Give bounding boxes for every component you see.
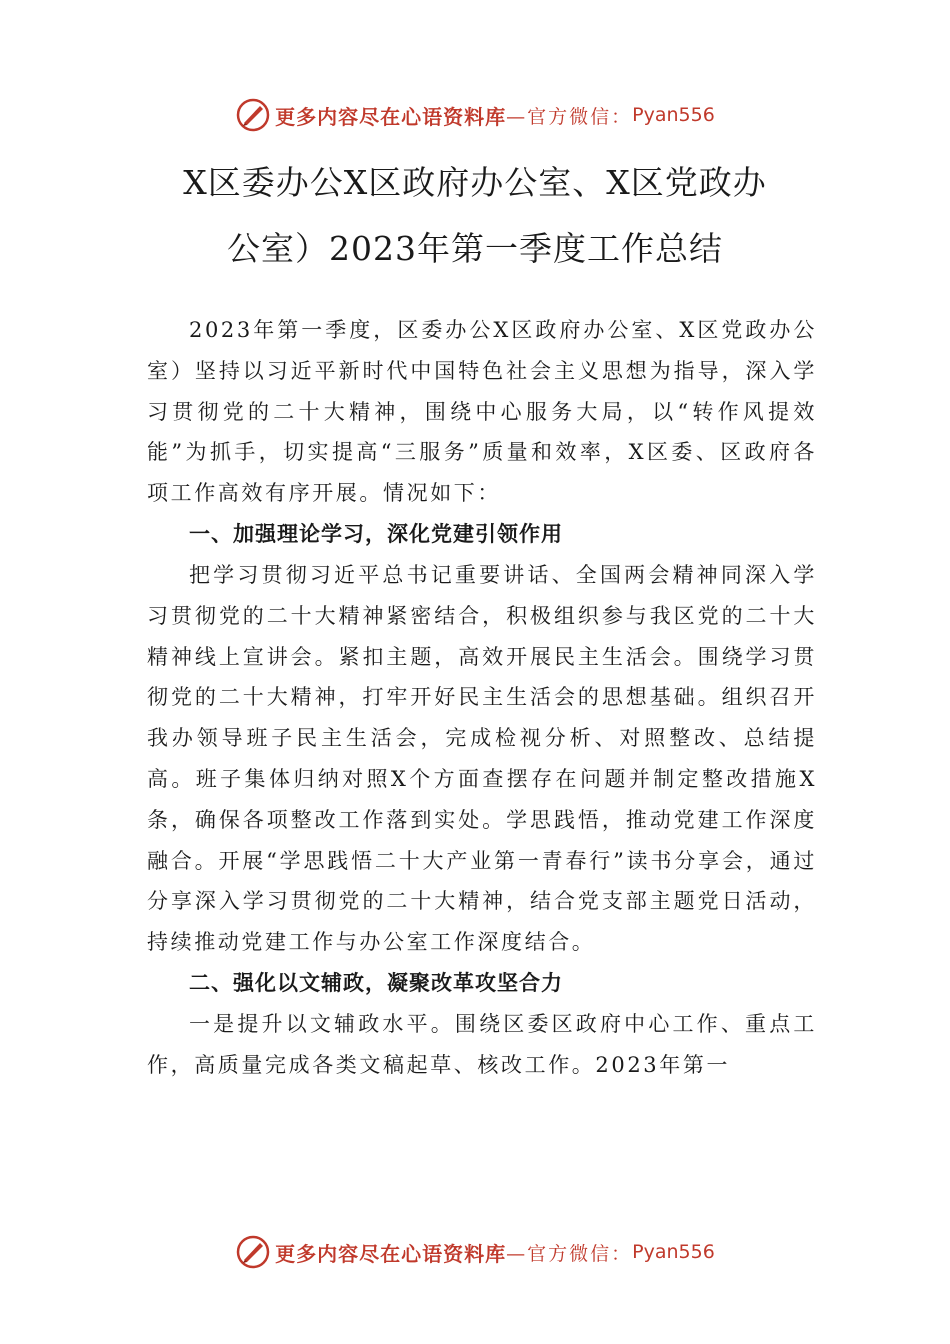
section-1-heading: 一、加强理论学习，深化党建引领作用 xyxy=(189,521,563,546)
title-line-1: X区委办公X区政府办公室、X区党政办 xyxy=(183,163,767,202)
section-2-heading: 二、强化以文辅政，凝聚改革攻坚合力 xyxy=(189,970,563,995)
watermark-id-text: Pyan556 xyxy=(632,104,715,126)
watermark-main-text: 更多内容尽在心语资料库 xyxy=(275,104,507,129)
brush-logo-icon xyxy=(235,97,271,133)
intro-paragraph: 2023年第一季度，区委办公X区政府办公室、X区党政办公室）坚持以习近平新时代中国特色社会主义思想为指导，深入学习贯彻党的二十大精神，围绕中心服务大局，以“转作风提效能”为抓手，切实提高“三服务”质量和效率，X区委、区政府各项工作高效有序开展。情况如下： xyxy=(147,318,817,506)
title-line-2: 公室）2023年第一季度工作总结 xyxy=(227,229,723,268)
watermark-sub-text: —官方微信： xyxy=(506,105,633,128)
watermark-bottom xyxy=(0,1232,950,1272)
document-title xyxy=(130,150,820,282)
watermark-main-text: 更多内容尽在心语资料库 xyxy=(275,1241,507,1266)
watermark-id-text: Pyan556 xyxy=(632,1241,715,1263)
brush-logo-icon xyxy=(235,1234,271,1270)
document-body xyxy=(147,310,817,1086)
watermark-sub-text: —官方微信： xyxy=(506,1242,633,1265)
watermark-top xyxy=(0,95,950,135)
section-2-paragraph: 一是提升以文辅政水平。围绕区委区政府中心工作、重点工作，高质量完成各类文稿起草、核改工作。2023年第一 xyxy=(147,1011,817,1077)
section-1-paragraph: 把学习贯彻习近平总书记重要讲话、全国两会精神同深入学习贯彻党的二十大精神紧密结合，积极组织参与我区党的二十大精神线上宣讲会。紧扣主题，高效开展民主生活会。围绕学习贯彻党的二十大精神，打牢开好民主生活会的思想基础。组织召开我办领导班子民主生活会，完成检视分析、对照整改、总结提高。班子集体归纳对照X个方面查摆存在问题并制定整改措施X条，确保各项整改工作落到实处。学思践悟，推动党建工作深度融合。开展“学思践悟二十大产业第一青春行”读书分享会，通过分享深入学习贯彻党的二十大精神，结合党支部主题党日活动，持续推动党建工作与办公室工作深度结合。 xyxy=(147,562,817,955)
